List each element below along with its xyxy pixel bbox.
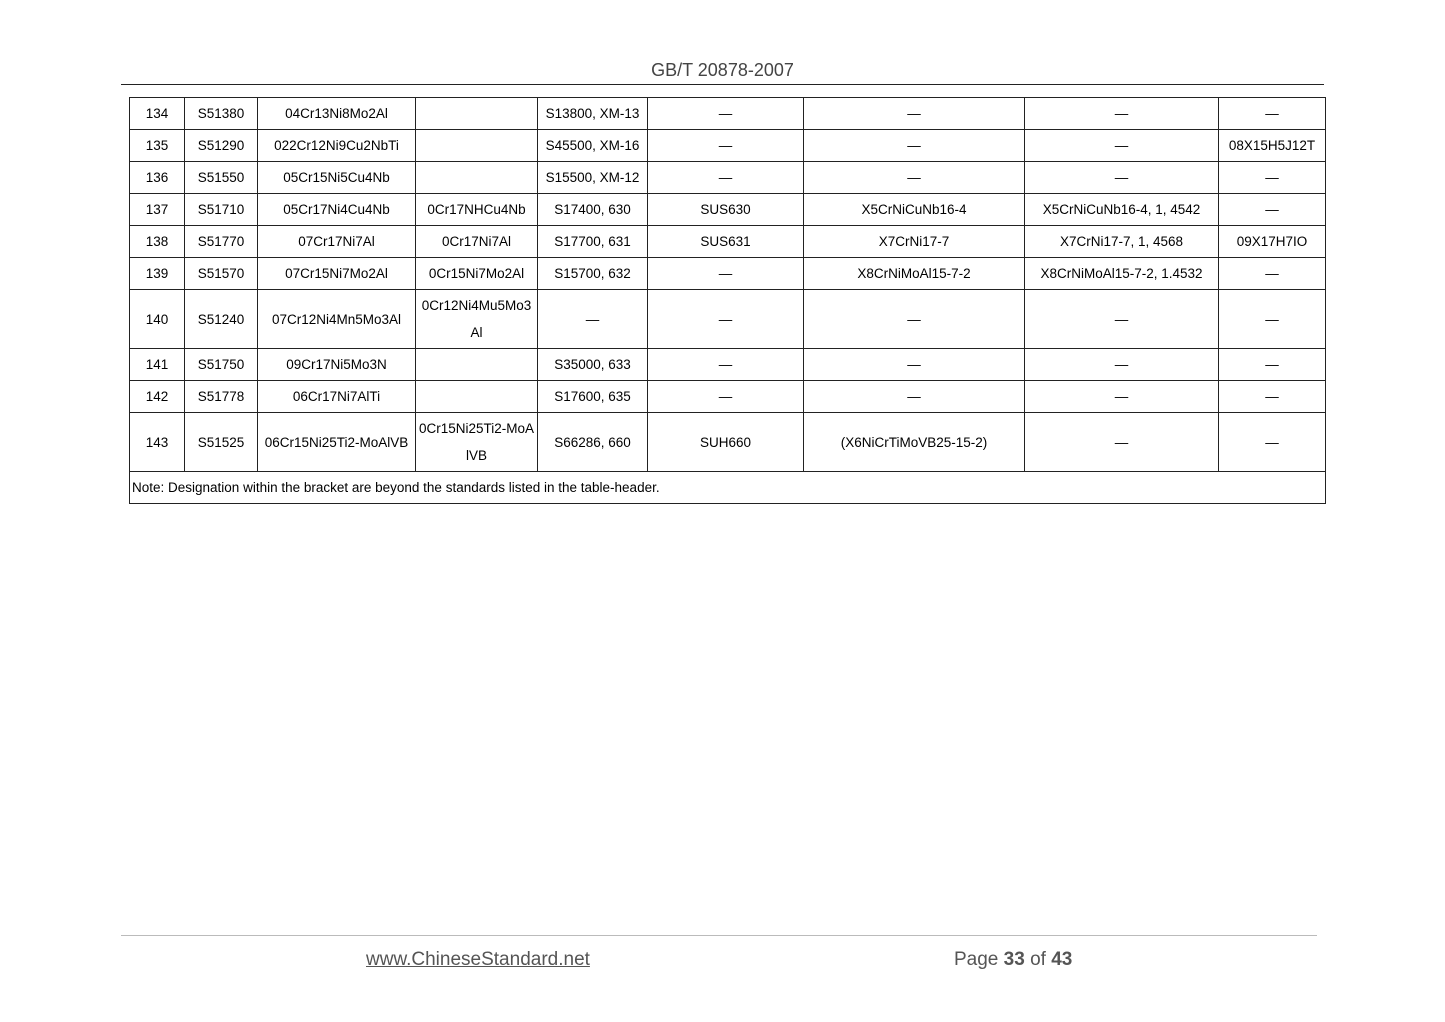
table-cell: — [648,349,804,381]
table-cell: X8CrNiMoAl15-7-2 [804,258,1025,290]
table-cell: — [804,349,1025,381]
table-cell: — [804,381,1025,413]
page-current: 33 [1003,949,1025,970]
table-row [130,194,1326,226]
table-cell: — [1219,413,1326,472]
table-note-row [130,472,1326,504]
table-cell: S17700, 631 [538,226,648,258]
table-cell: 140 [130,290,185,349]
footer-divider [121,935,1317,936]
table-cell: — [1219,349,1326,381]
table-row [130,226,1326,258]
table-cell: SUS630 [648,194,804,226]
table-cell: (X6NiCrTiMoVB25-15-2) [804,413,1025,472]
table-cell: 09Cr17Ni5Mo3N [258,349,416,381]
table-row [130,349,1326,381]
table-cell: 05Cr17Ni4Cu4Nb [258,194,416,226]
page-number [954,949,1072,971]
table-cell: S35000, 633 [538,349,648,381]
table-cell: — [804,130,1025,162]
table-row [130,258,1326,290]
table-cell: 136 [130,162,185,194]
table-cell: — [1025,130,1219,162]
table-cell: 07Cr15Ni7Mo2Al [258,258,416,290]
table-row [130,130,1326,162]
table-cell: 07Cr17Ni7Al [258,226,416,258]
table-cell: — [648,98,804,130]
table-cell: — [1219,258,1326,290]
table-row [130,98,1326,130]
table-cell: 0Cr15Ni7Mo2Al [416,258,538,290]
table-cell: — [648,130,804,162]
page-of-label: of [1030,949,1046,970]
table-cell: S17400, 630 [538,194,648,226]
table-cell: — [804,162,1025,194]
table-cell: X8CrNiMoAl15-7-2, 1.4532 [1025,258,1219,290]
table-cell: S15700, 632 [538,258,648,290]
table-cell: 137 [130,194,185,226]
table-cell: S15500, XM-12 [538,162,648,194]
table-cell: — [648,290,804,349]
table-cell: 06Cr17Ni7AlTi [258,381,416,413]
table-cell: X5CrNiCuNb16-4, 1, 4542 [1025,194,1219,226]
table-cell: 143 [130,413,185,472]
table-cell: S66286, 660 [538,413,648,472]
table-cell: — [804,98,1025,130]
table-row [130,290,1326,349]
table-cell [416,130,538,162]
header-divider [121,84,1324,85]
table-cell: 0Cr17NHCu4Nb [416,194,538,226]
table-cell: 08X15H5J12T [1219,130,1326,162]
table-cell: 0Cr17Ni7Al [416,226,538,258]
table-cell: S13800, XM-13 [538,98,648,130]
table-cell: 09X17H7IO [1219,226,1326,258]
table-cell [416,162,538,194]
table-row [130,162,1326,194]
page-header-title: GB/T 20878-2007 [651,60,794,80]
table-cell: — [1025,381,1219,413]
table-cell: S51380 [185,98,258,130]
table-cell: 141 [130,349,185,381]
table-cell: 139 [130,258,185,290]
table-cell: S51778 [185,381,258,413]
table-cell: — [648,381,804,413]
table-cell: — [648,258,804,290]
table-cell: — [1025,98,1219,130]
table-cell: 138 [130,226,185,258]
table-cell: 135 [130,130,185,162]
table-cell: — [538,290,648,349]
table-cell: — [1219,290,1326,349]
table-cell: S17600, 635 [538,381,648,413]
table-row [130,381,1326,413]
table-body [130,98,1326,504]
table-row [130,413,1326,472]
table-cell: X7CrNi17-7, 1, 4568 [1025,226,1219,258]
website-link[interactable]: www.ChineseStandard.net [366,949,590,970]
table-cell: S51290 [185,130,258,162]
table-cell [416,349,538,381]
table-cell: — [648,162,804,194]
table-cell [416,98,538,130]
table-cell: 0Cr15Ni25Ti2-MoAlVB [416,413,538,472]
table-cell: — [1025,349,1219,381]
table-cell: S51550 [185,162,258,194]
table-cell: 022Cr12Ni9Cu2NbTi [258,130,416,162]
table-note: Note: Designation within the bracket are beyond the standards listed in the table-header. [130,472,1326,504]
table-cell: — [1025,162,1219,194]
table-cell: S51240 [185,290,258,349]
table-cell: SUH660 [648,413,804,472]
table-cell: SUS631 [648,226,804,258]
table-cell: — [1025,413,1219,472]
table-cell: — [1219,381,1326,413]
table-cell: 04Cr13Ni8Mo2Al [258,98,416,130]
table-cell: S51525 [185,413,258,472]
page-label: Page [954,949,999,970]
table-cell: 06Cr15Ni25Ti2-MoAlVB [258,413,416,472]
table-cell: S51710 [185,194,258,226]
table-cell: — [1025,290,1219,349]
table-cell: 05Cr15Ni5Cu4Nb [258,162,416,194]
table-cell: S51770 [185,226,258,258]
designation-table [129,97,1326,504]
table-cell: 07Cr12Ni4Mn5Mo3Al [258,290,416,349]
table-cell: — [1219,98,1326,130]
table-cell: S51750 [185,349,258,381]
table-cell: S51570 [185,258,258,290]
table-cell: — [1219,162,1326,194]
table-cell: X5CrNiCuNb16-4 [804,194,1025,226]
table-cell: — [804,290,1025,349]
page-total: 43 [1051,949,1073,970]
table-cell: — [1219,194,1326,226]
table-cell: 134 [130,98,185,130]
table-cell: X7CrNi17-7 [804,226,1025,258]
table-cell [416,381,538,413]
table-cell: 0Cr12Ni4Mu5Mo3Al [416,290,538,349]
table-cell: 142 [130,381,185,413]
table-cell: S45500, XM-16 [538,130,648,162]
